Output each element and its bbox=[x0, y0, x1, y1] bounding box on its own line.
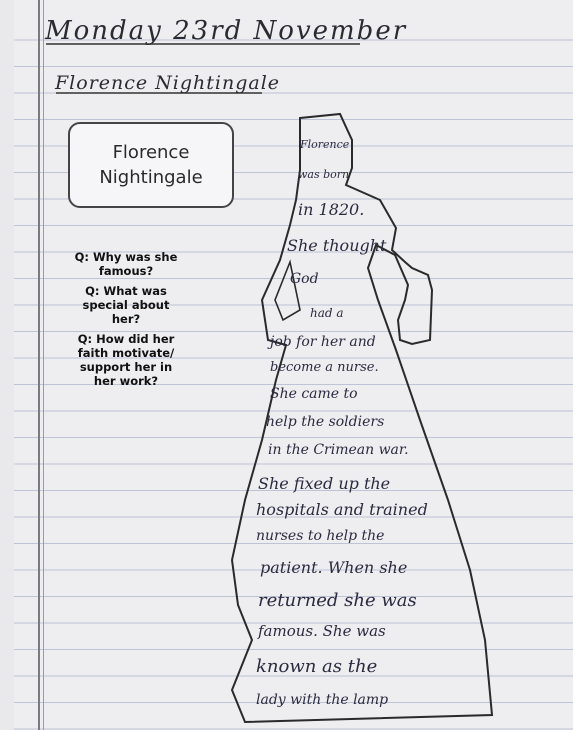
question-1: Q: Why was she famous? bbox=[74, 250, 178, 278]
hw-line: nurses to help the bbox=[256, 528, 385, 544]
hw-line: hospitals and trained bbox=[256, 500, 428, 519]
hw-line: had a bbox=[310, 306, 344, 320]
hw-line: famous. She was bbox=[258, 622, 386, 640]
title-line-2: Nightingale bbox=[99, 167, 203, 188]
hw-line: help the soldiers bbox=[266, 414, 385, 430]
hw-line: She thought bbox=[287, 236, 387, 255]
date-heading: Monday 23rd November bbox=[45, 16, 408, 46]
question-2: Q: What was special about her? bbox=[82, 284, 170, 326]
hw-line: God bbox=[290, 271, 319, 287]
hw-line: in 1820. bbox=[298, 200, 365, 219]
hw-line: She fixed up the bbox=[258, 474, 391, 493]
hw-line: Florence bbox=[300, 138, 350, 151]
hw-line: lady with the lamp bbox=[256, 692, 389, 708]
hw-line: She came to bbox=[270, 386, 358, 402]
hw-line: become a nurse. bbox=[270, 360, 379, 375]
hw-line: known as the bbox=[256, 656, 378, 677]
hw-line: patient. When she bbox=[260, 558, 408, 577]
hw-line: was born bbox=[298, 168, 350, 181]
hw-line: job for her and bbox=[270, 334, 376, 350]
hw-line: in the Crimean war. bbox=[268, 442, 409, 458]
title-line-1: Florence bbox=[112, 142, 190, 163]
hw-line: returned she was bbox=[258, 590, 417, 611]
question-3: Q: How did her faith motivate/ support her in her work? bbox=[77, 332, 175, 388]
topic-heading: Florence Nightingale bbox=[55, 72, 281, 94]
